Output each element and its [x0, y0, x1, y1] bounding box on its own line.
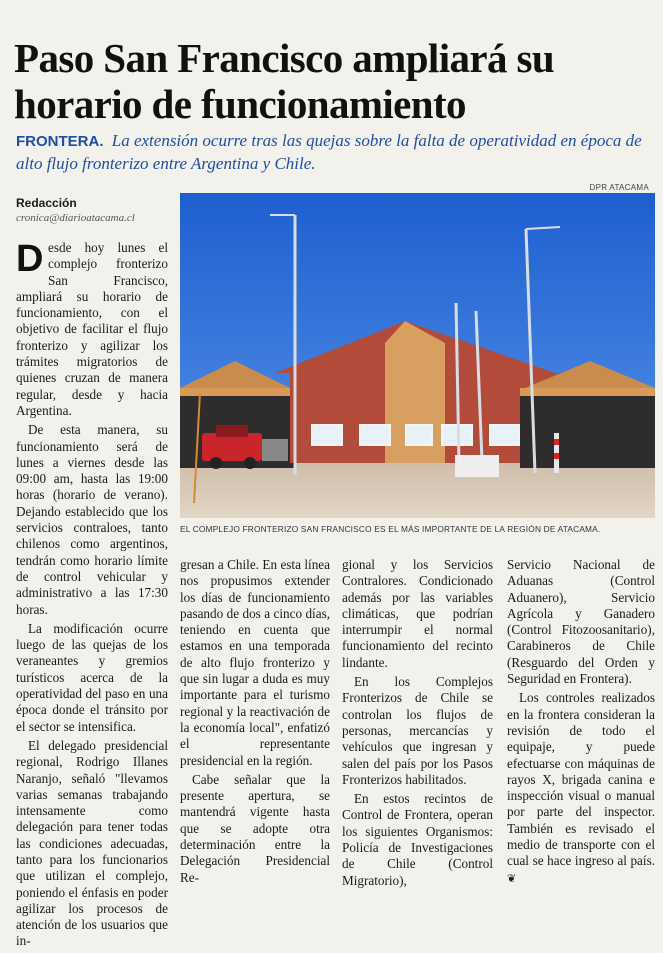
- paragraph: El delegado presidencial regional, Rodrigo Illanes Naranjo, señaló "llevamos varias semanas trabajando intensamente como delegación para tener todas las condiciones adecuadas, tanto para los funcionarios que utilizan el complejo, poniendo el énfasis en poder agilizar los procesos de atención de los usuarios que in-: [16, 737, 168, 949]
- article-column-4: [507, 557, 655, 890]
- lede: [16, 130, 656, 175]
- article-column-3: [342, 557, 493, 892]
- lede-kicker: FRONTERA.: [16, 133, 104, 150]
- paragraph: [16, 240, 168, 419]
- paragraph-text: Los controles realizados en la frontera consideran la revisión de todo el equipaje, y puede efectuarse con máquinas de rayos X, brigada canina e inspección visual o manual por parte del inspector. También es revisado el medio de transporte con el cual se hace ingreso al país.: [507, 690, 655, 869]
- paragraph: En los Complejos Fronterizos de Chile se controlan los flujos de personas, mercancías y vehículos que ingresan y salen del país por los Pasos Fronterizos habilitados.: [342, 674, 493, 787]
- paragraph: [507, 690, 655, 887]
- paragraph: Servicio Nacional de Aduanas (Control Aduanero), Servicio Agrícola y Ganadero (Control Fitozoosanitario), Carabineros de Chile (Resguardo del Orden y Seguridad en Frontera).: [507, 557, 655, 687]
- paragraph: De esta manera, su funcionamiento será de lunes a viernes desde las 09:00 am, hasta las 19:00 horas (horario de verano). Dejando establecido que los servicios contraloes, tanto chilenos como argentinos, tendrán como horario límite de control vehicular y administrativo a las 17:30 horas.: [16, 422, 168, 617]
- paragraph: En estos recintos de Control de Frontera, operan los siguientes Organismos: Policía de Investigaciones de Chile (Control Migratorio),: [342, 791, 493, 888]
- byline-email: cronica@diarioatacama.cl: [16, 212, 135, 224]
- article-column-2: [180, 557, 330, 889]
- headline: Paso San Francisco ampliará su horario de funcionamiento: [14, 35, 555, 128]
- paragraph: gresan a Chile. En esta línea nos propusimos extender los días de funcionamiento pasando de dos a cinco días, teniendo en cuenta que estamos en una temporada de alto flujo fronterizo y que sin lugar a duda es muy importante para el turismo regional y la reactivación de la economía local", enfatizó el representante presidencial en la región.: [180, 557, 330, 768]
- drop-cap: D: [16, 238, 44, 280]
- byline-author: Redacción: [16, 196, 77, 210]
- byline: [16, 196, 176, 225]
- article-column-1: [16, 240, 168, 953]
- lede-text: La extensión ocurre tras las quejas sobre la falta de operatividad en época de alto flujo fronterizo entre Argentina y Chile.: [16, 131, 642, 173]
- photo-credit: DPR ATACAMA: [589, 183, 649, 192]
- article-photo: [180, 193, 655, 518]
- end-mark-icon: ❦: [507, 871, 517, 885]
- paragraph: Cabe señalar que la presente apertura, se mantendrá vigente hasta que se adopte otra determinación entre la Delegación Presidencial Re-: [180, 771, 330, 885]
- paragraph-text: esde hoy lunes el complejo fronterizo San Francisco, ampliará su horario de funcionamiento, con el objetivo de facilitar el flujo fronterizo y agilizar los trámites migratorios de quienes cruzan de manera regular, desde y hacia Argentina.: [16, 240, 168, 418]
- paragraph: gional y los Servicios Contralores. Condicionado además por las variables climáticas, que podrían interrumpir el normal funcionamiento del recinto lindante.: [342, 557, 493, 670]
- paragraph: La modificación ocurre luego de las quejas de los veraneantes y gremios turísticos acerca de la operatividad del paso en una época donde el tránsito por el sector se intensifica.: [16, 620, 168, 734]
- border-complex-photo: [180, 193, 655, 518]
- photo-caption: EL COMPLEJO FRONTERIZO SAN FRANCISCO ES EL MÁS IMPORTANTE DE LA REGIÓN DE ATACAMA.: [180, 524, 601, 534]
